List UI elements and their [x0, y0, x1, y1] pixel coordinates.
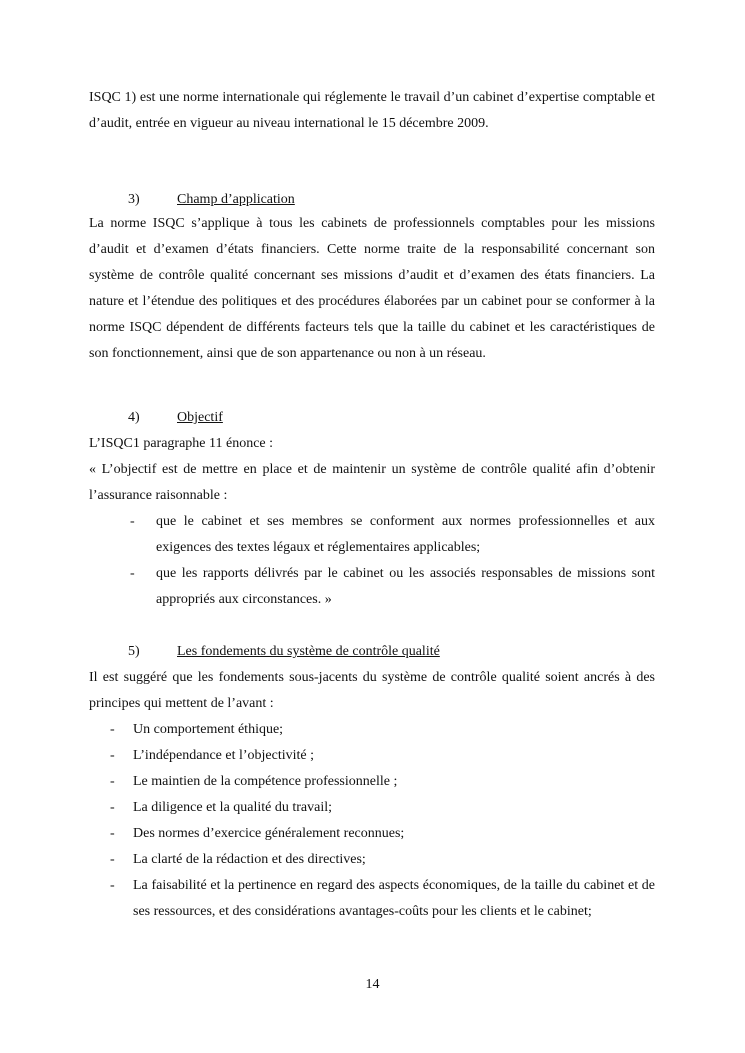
- bullet-dash: -: [110, 722, 115, 737]
- list-item: [130, 561, 655, 613]
- bullet-dash: -: [110, 852, 115, 867]
- list-item-text: La diligence et la qualité du travail;: [133, 800, 333, 815]
- section-5-number: 5): [128, 644, 140, 659]
- list-item: [110, 743, 655, 769]
- section-5-paragraph: Il est suggéré que les fondements sous-jacents du système de contrôle qualité soient ancrés à des principes qui mettent de l’avant :: [89, 670, 655, 711]
- list-item: [130, 509, 655, 561]
- list-item: [110, 795, 655, 821]
- section-5-heading: [128, 642, 440, 662]
- section-3-title: Champ d’application: [177, 192, 295, 207]
- list-item-text: Des normes d’exercice généralement reconnues;: [133, 826, 405, 841]
- section-3-paragraph: La norme ISQC s’applique à tous les cabinets de professionnels comptables pour les missions d’audit et d’examen d’états financiers. Cette norme traite de la responsabilité concernant son système de contrôle qualité concernant ses missions d’audit et d’examen des états financiers. La nature et l’étendue des politiques et des procédures élaborées par un cabinet pour se conformer à la norme ISQC dépendent de différents facteurs tels que la taille du cabinet et les caractéristiques de son fonctionnement, ainsi que de son appartenance ou non à un réseau.: [89, 216, 655, 361]
- page-number: 14: [365, 977, 380, 992]
- bullet-dash: -: [110, 748, 115, 763]
- section-4-quote: « L’objectif est de mettre en place et de maintenir un système de contrôle qualité afin d’obtenir l’assurance raisonnable :: [89, 462, 655, 503]
- section-3-number: 3): [128, 192, 140, 207]
- bullet-dash: -: [110, 800, 115, 815]
- list-item-text: que les rapports délivrés par le cabinet ou les associés responsables de missions sont appropriés aux circonstances. »: [156, 566, 655, 607]
- list-item-text: Le maintien de la compétence professionnelle ;: [133, 774, 398, 789]
- section-4-heading: [128, 408, 223, 428]
- list-item-text: La faisabilité et la pertinence en regard des aspects économiques, de la taille du cabinet et de ses ressources, et des considérations avantages-coûts pour les clients et le cabinet;: [133, 878, 655, 919]
- list-item-text: que le cabinet et ses membres se conforment aux normes professionnelles et aux exigences des textes légaux et réglementaires applicables;: [156, 514, 655, 555]
- list-item: [110, 873, 655, 925]
- bullet-dash: -: [110, 826, 115, 841]
- section-4-intro-line: L’ISQC1 paragraphe 11 énonce :: [89, 436, 274, 451]
- list-item: [110, 717, 655, 743]
- list-item-text: La clarté de la rédaction et des directives;: [133, 852, 366, 867]
- section-4-number: 4): [128, 410, 140, 425]
- bullet-dash: -: [110, 878, 115, 893]
- list-item: [110, 769, 655, 795]
- section-3-heading: [128, 190, 295, 210]
- bullet-dash: -: [110, 774, 115, 789]
- bullet-dash: -: [130, 566, 135, 581]
- section-5-title: Les fondements du système de contrôle qualité: [177, 644, 440, 659]
- section-4-title: Objectif: [177, 410, 223, 425]
- list-item: [110, 821, 655, 847]
- list-item-text: Un comportement éthique;: [133, 722, 284, 737]
- bullet-dash: -: [130, 514, 135, 529]
- list-item-text: L’indépendance et l’objectivité ;: [133, 748, 315, 763]
- intro-paragraph: ISQC 1) est une norme internationale qui réglemente le travail d’un cabinet d’expertise comptable et d’audit, entrée en vigueur au niveau international le 15 décembre 2009.: [89, 90, 655, 131]
- list-item: [110, 847, 655, 873]
